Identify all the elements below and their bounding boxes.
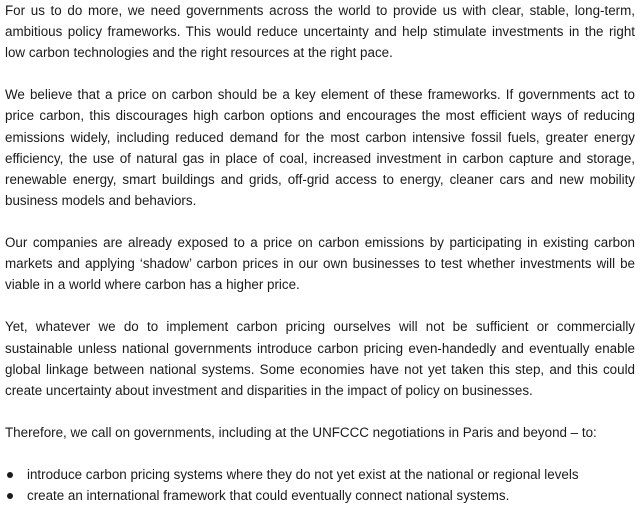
paragraph-companies-exposed: Our companies are already exposed to a price on carbon emissions by participating in existing carbon markets and applying ‘shadow’ carbon prices in our own businesses to test whether investments will be viable in a world where carbon has a higher price. xyxy=(5,235,635,293)
list-item-text: introduce carbon pricing systems where they do not yet exist at the national or regional levels xyxy=(27,467,579,483)
bullet-list xyxy=(5,464,635,506)
paragraph-call-on-governments: Therefore, we call on governments, including at the UNFCCC negotiations in Paris and beyond – to: xyxy=(5,424,597,440)
document-body xyxy=(5,0,635,506)
paragraph-national-governments: Yet, whatever we do to implement carbon pricing ourselves will not be sufficient or commercially sustainable unless national governments introduce carbon pricing even-handedly and eventually enable global linkage between national systems. Some economies have not yet taken this step, and this could create uncertainty about investment and disparities in the impact of policy on businesses. xyxy=(5,319,635,398)
bullet-icon xyxy=(7,472,13,478)
list-item xyxy=(5,464,635,485)
bullet-icon xyxy=(7,493,13,499)
paragraph-frameworks: For us to do more, we need governments across the world to provide us with clear, stable, long-term, ambitious policy frameworks. This would reduce uncertainty and help stimulate investments in the right low carbon technologies and the right resources at the right pace. xyxy=(5,3,635,61)
list-item-text: create an international framework that could eventually connect national systems. xyxy=(27,488,510,504)
list-item xyxy=(5,485,635,506)
paragraph-carbon-price: We believe that a price on carbon should be a key element of these frameworks. If governments act to price carbon, this discourages high carbon options and encourages the most efficient ways of reducing emissions widely, including reduced demand for the most carbon intensive fossil fuels, greater energy efficiency, the use of natural gas in place of coal, increased investment in carbon capture and storage, renewable energy, smart buildings and grids, off-grid access to energy, cleaner cars and new mobility business models and behaviors. xyxy=(5,87,635,208)
